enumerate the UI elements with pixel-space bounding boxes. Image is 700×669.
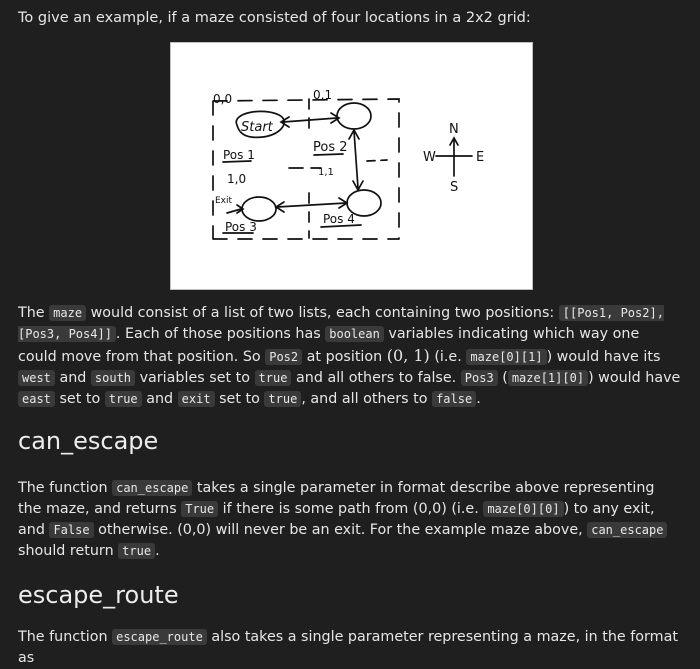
code-pos2: Pos2	[265, 349, 302, 365]
code-exit: exit	[178, 391, 215, 407]
code-maze: maze	[49, 305, 86, 321]
heading-escape-route: escape_route	[18, 581, 179, 609]
code-can-escape: can_escape	[587, 522, 667, 538]
code-true: true	[264, 391, 301, 407]
math-position: (0, 1)	[386, 346, 430, 365]
pos2-label: Pos 2	[313, 140, 348, 155]
can-escape-paragraph: The function can_escape takes a single parameter in format describe above representing the maze, and returns True if there is some path from (0,0) (i.e. maze[0][0] ) to any exit, and False otherwise. (0,0) will never be an exit. For the example maze above, can_escape should return true .	[18, 478, 682, 562]
code-positions-list: [[Pos1, Pos2], [Pos3, Pos4]]	[18, 306, 664, 341]
coord-1-0: 1,0	[227, 172, 247, 186]
code-false: false	[432, 391, 476, 407]
code-boolean: boolean	[325, 326, 384, 342]
compass-east: E	[476, 150, 485, 165]
coord-0-1: 0,1	[313, 88, 333, 102]
code-south: south	[91, 370, 135, 386]
code-pos3: Pos3	[461, 370, 498, 386]
code-maze-1-0: maze[1][0]	[508, 370, 588, 386]
code-maze-0-0: maze[0][0]	[483, 501, 563, 517]
coord-0-0: 0,0	[213, 92, 233, 106]
code-west: west	[18, 370, 55, 386]
code-true: true	[118, 543, 155, 559]
maze-sketch-image	[170, 42, 533, 290]
maze-description-paragraph: The maze would consist of a list of two lists, each containing two positions: [[Pos1, Pos2], [Pos3, Pos4]] . Each of those positions has boolean variables indicating which way one could move from that position. So Pos2 at position (0, 1) (i.e. maze[0][1] ) would have its west and south variables set to true and all others to false. Pos3 ( maze[1][0] ) would have east set to true and exit set to true , and all others to false .	[18, 305, 681, 407]
coord-1-1: 1,1	[318, 167, 334, 178]
code-true: true	[255, 370, 292, 386]
maze-drawing	[171, 43, 532, 289]
code-false-cap: False	[49, 522, 93, 538]
exit-label: Exit	[215, 196, 233, 206]
code-maze-0-1: maze[0][1]	[466, 349, 546, 365]
start-label: Start	[241, 120, 273, 135]
pos4-label: Pos 4	[323, 212, 355, 226]
code-true: true	[105, 391, 142, 407]
code-can-escape: can_escape	[112, 480, 192, 496]
heading-can-escape: can_escape	[18, 427, 159, 455]
pos3-label: Pos 3	[225, 220, 257, 234]
compass-west: W	[423, 150, 436, 165]
pos1-label: Pos 1	[223, 148, 255, 162]
escape-route-paragraph: The function escape_route also takes a single parameter representing a maze, in the format as	[18, 629, 678, 666]
code-escape-route: escape_route	[112, 629, 207, 645]
intro-text: To give an example, if a maze consisted of four locations in a 2x2 grid:	[18, 10, 531, 26]
code-east: east	[18, 391, 55, 407]
compass-south: S	[450, 180, 459, 195]
code-true-cap: True	[181, 501, 218, 517]
compass-north: N	[449, 122, 459, 137]
